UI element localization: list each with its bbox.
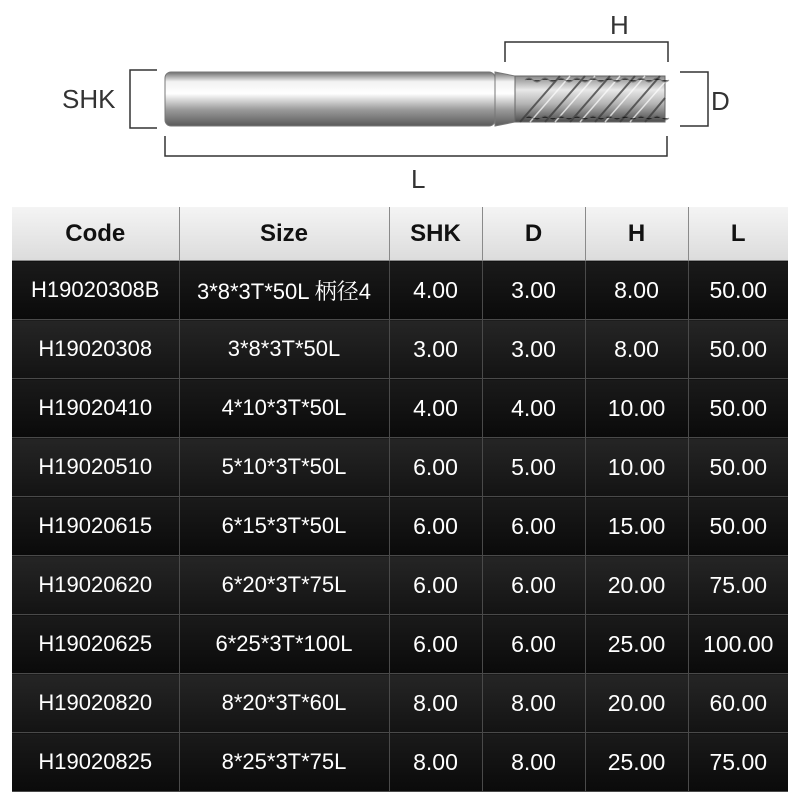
spec-table-container — [12, 207, 788, 787]
shk-bracket — [130, 70, 157, 128]
cell-size: 8*25*3T*75L — [179, 733, 389, 792]
table-row — [12, 615, 788, 674]
cell-l: 100.00 — [688, 615, 788, 674]
shank-body — [165, 72, 495, 126]
end-mill-diagram — [0, 0, 800, 200]
cell-size: 6*15*3T*50L — [179, 497, 389, 556]
cell-size: 5*10*3T*50L — [179, 438, 389, 497]
cell-code: H19020410 — [12, 379, 179, 438]
cell-code: H19020620 — [12, 556, 179, 615]
cell-l: 50.00 — [688, 261, 788, 320]
table-row — [12, 261, 788, 320]
cell-l: 75.00 — [688, 556, 788, 615]
cell-h: 10.00 — [585, 438, 688, 497]
cell-l: 50.00 — [688, 497, 788, 556]
table-row — [12, 733, 788, 792]
header-l: L — [688, 207, 788, 261]
cell-code: H19020820 — [12, 674, 179, 733]
cell-h: 25.00 — [585, 615, 688, 674]
spec-table — [12, 207, 788, 792]
cell-size: 4*10*3T*50L — [179, 379, 389, 438]
cell-shk: 6.00 — [389, 556, 482, 615]
cell-code: H19020625 — [12, 615, 179, 674]
cell-code: H19020615 — [12, 497, 179, 556]
cell-shk: 8.00 — [389, 733, 482, 792]
cell-shk: 8.00 — [389, 674, 482, 733]
header-d: D — [482, 207, 585, 261]
cell-h: 20.00 — [585, 556, 688, 615]
cell-size: 3*8*3T*50L — [179, 320, 389, 379]
cell-l: 60.00 — [688, 674, 788, 733]
header-h: H — [585, 207, 688, 261]
cell-code: H19020825 — [12, 733, 179, 792]
table-header-row — [12, 207, 788, 261]
table-row — [12, 438, 788, 497]
table-row — [12, 320, 788, 379]
table-row — [12, 379, 788, 438]
cell-shk: 6.00 — [389, 615, 482, 674]
cell-h: 25.00 — [585, 733, 688, 792]
d-label: D — [711, 86, 730, 116]
cell-h: 20.00 — [585, 674, 688, 733]
cell-shk: 6.00 — [389, 497, 482, 556]
cell-d: 6.00 — [482, 556, 585, 615]
table-row — [12, 674, 788, 733]
cell-d: 8.00 — [482, 733, 585, 792]
cell-size: 3*8*3T*50L 柄径4 — [179, 261, 389, 320]
cell-shk: 3.00 — [389, 320, 482, 379]
cell-l: 50.00 — [688, 320, 788, 379]
cell-h: 8.00 — [585, 261, 688, 320]
cell-d: 6.00 — [482, 615, 585, 674]
l-label: L — [411, 164, 426, 194]
header-size: Size — [179, 207, 389, 261]
cell-shk: 6.00 — [389, 438, 482, 497]
header-shk: SHK — [389, 207, 482, 261]
cell-d: 3.00 — [482, 320, 585, 379]
l-bracket — [165, 136, 667, 156]
cell-d: 3.00 — [482, 261, 585, 320]
table-row — [12, 556, 788, 615]
cell-size: 8*20*3T*60L — [179, 674, 389, 733]
end-mill-drawing — [0, 0, 800, 200]
cell-code: H19020308B — [12, 261, 179, 320]
cell-h: 15.00 — [585, 497, 688, 556]
cell-h: 8.00 — [585, 320, 688, 379]
cell-d: 5.00 — [482, 438, 585, 497]
d-bracket — [680, 72, 708, 126]
cell-code: H19020308 — [12, 320, 179, 379]
cell-shk: 4.00 — [389, 261, 482, 320]
cell-d: 4.00 — [482, 379, 585, 438]
cell-size: 6*20*3T*75L — [179, 556, 389, 615]
cell-size: 6*25*3T*100L — [179, 615, 389, 674]
cell-l: 50.00 — [688, 379, 788, 438]
cell-l: 50.00 — [688, 438, 788, 497]
cell-h: 10.00 — [585, 379, 688, 438]
table-row — [12, 497, 788, 556]
header-code: Code — [12, 207, 179, 261]
cell-code: H19020510 — [12, 438, 179, 497]
h-bracket — [505, 42, 668, 62]
cell-d: 8.00 — [482, 674, 585, 733]
h-label: H — [610, 10, 629, 40]
shk-label: SHK — [62, 84, 116, 114]
cell-d: 6.00 — [482, 497, 585, 556]
cell-l: 75.00 — [688, 733, 788, 792]
cell-shk: 4.00 — [389, 379, 482, 438]
